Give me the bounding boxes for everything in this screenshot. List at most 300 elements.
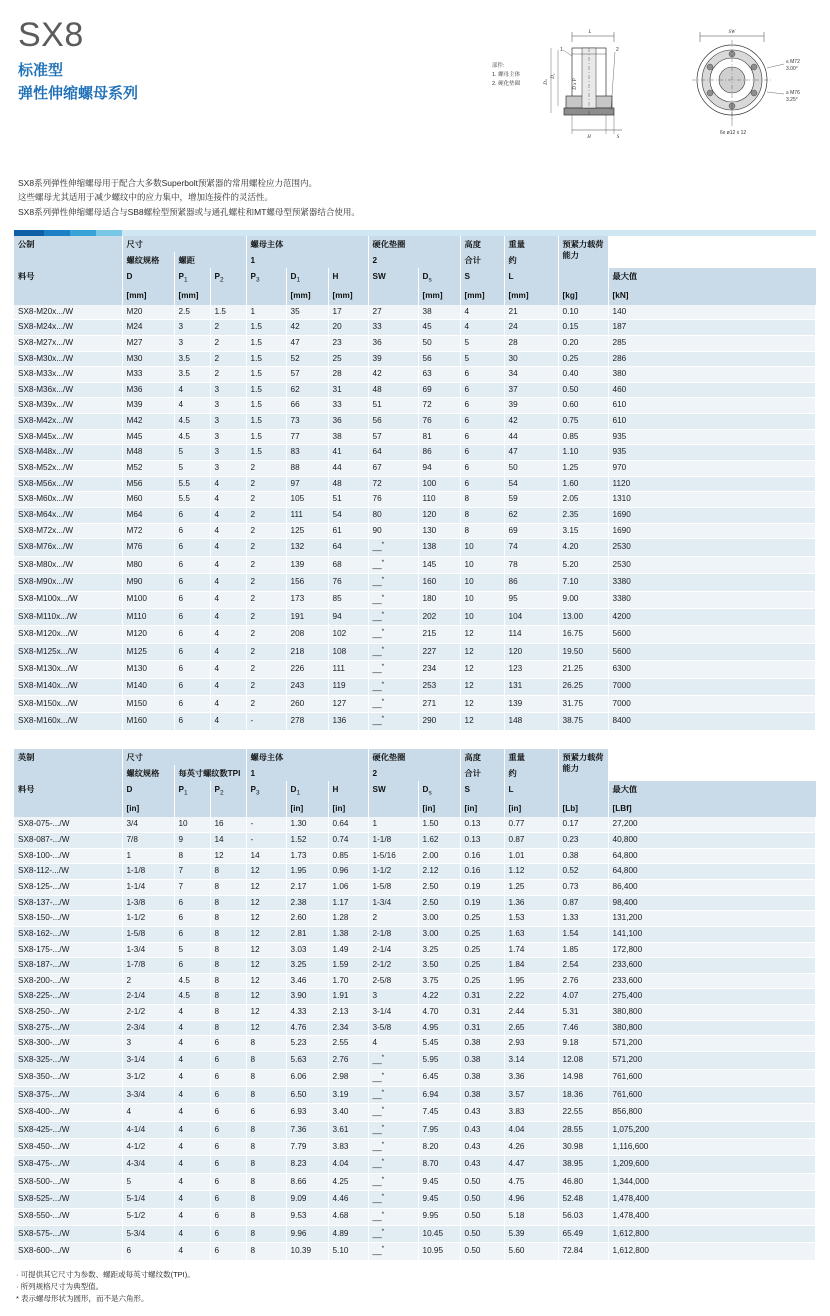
table-cell: 28 (328, 367, 368, 383)
table-cell: 5 (174, 461, 210, 477)
cell-part-number: SX8-187-.../W (14, 958, 122, 974)
table-cell: 610 (608, 414, 815, 430)
table-cell: 6 (210, 1121, 246, 1138)
table-cell: 2-5/8 (368, 973, 418, 989)
table-cell: 0.50 (460, 1208, 504, 1225)
table-cell: 23 (328, 335, 368, 351)
table-cell: 233,600 (608, 958, 815, 974)
table-cell: 148 (504, 713, 558, 730)
table-cell: 2.60 (286, 911, 328, 927)
th-imp-unit-D: [in] (122, 800, 174, 817)
table-row (14, 320, 816, 336)
table-cell: 1.5 (246, 398, 286, 414)
th-unit-H: [mm] (328, 287, 368, 304)
table-cell: 16.75 (558, 626, 608, 643)
table-cell: 28.55 (558, 1121, 608, 1138)
imp-header-row-units (14, 800, 816, 817)
table-cell: 1310 (608, 492, 815, 508)
table-cell: 18.36 (558, 1086, 608, 1103)
table-cell: 6 (174, 626, 210, 643)
table-cell: 7.45 (418, 1104, 460, 1121)
table-cell: 5.63 (286, 1052, 328, 1069)
table-cell: 86,400 (608, 879, 815, 895)
table-cell: 3.00 (418, 911, 460, 927)
table-cell: 7 (174, 879, 210, 895)
table-cell: 3-1/2 (122, 1069, 174, 1086)
table-cell: 2.22 (504, 989, 558, 1005)
table-cell: 1 (122, 848, 174, 864)
cell-part-number: SX8-375-.../W (14, 1086, 122, 1103)
table-cell: 0.96 (328, 864, 368, 880)
table-cell: 6 (210, 1052, 246, 1069)
table-cell: 275,400 (608, 989, 815, 1005)
table-cell: 1 (246, 305, 286, 320)
table-row (14, 1121, 816, 1138)
table-cell: 0.25 (460, 958, 504, 974)
th-unit-P3 (246, 287, 286, 304)
table-cell: 0.60 (558, 398, 608, 414)
table-cell: __* (368, 626, 418, 643)
table-cell: __* (368, 1173, 418, 1190)
table-cell: 52.48 (558, 1191, 608, 1208)
table-cell: 54 (328, 508, 368, 524)
th-size: 尺寸 (122, 236, 246, 252)
table-gap (14, 731, 816, 749)
table-cell: 35 (286, 305, 328, 320)
table-cell: M42 (122, 414, 174, 430)
table-cell: 5 (174, 445, 210, 461)
table-cell: 39 (504, 398, 558, 414)
table-cell: M110 (122, 608, 174, 625)
table-cell: 1.5 (246, 445, 286, 461)
table-cell: 3.36 (504, 1069, 558, 1086)
cell-part-number: SX8-M24x.../W (14, 320, 122, 336)
table-cell: 6 (174, 661, 210, 678)
table-cell: M80 (122, 556, 174, 573)
table-cell: 38.95 (558, 1156, 608, 1173)
table-cell: 2 (246, 476, 286, 492)
table-cell: 42 (368, 367, 418, 383)
table-cell: __* (368, 713, 418, 730)
th-nut-body: 螺母主体 (246, 236, 368, 252)
table-cell: M130 (122, 661, 174, 678)
color-bar-seg-1 (14, 230, 44, 236)
table-cell: 3.25 (286, 958, 328, 974)
table-row (14, 695, 816, 712)
th-sym-Ds: $D_s$ (418, 268, 460, 287)
table-cell: 3 (210, 461, 246, 477)
table-cell: 0.25 (460, 973, 504, 989)
table-cell: 12 (246, 989, 286, 1005)
th-imp-washer-index: 2 (368, 765, 460, 781)
table-cell: 160 (418, 574, 460, 591)
table-cell: 3.03 (286, 942, 328, 958)
table-cell: 1.74 (504, 942, 558, 958)
table-cell: 56 (418, 351, 460, 367)
svg-text:≥ M76: ≥ M76 (786, 90, 800, 96)
table-cell: 21 (504, 305, 558, 320)
table-cell: 42 (504, 414, 558, 430)
drawing-svg (492, 18, 812, 168)
table-cell: 761,600 (608, 1086, 815, 1103)
table-cell: 4 (174, 1005, 210, 1021)
th-units-imperial: 英制 (14, 749, 122, 765)
table-cell: 125 (286, 523, 328, 539)
table-cell: 460 (608, 382, 815, 398)
table-cell: 8.70 (418, 1156, 460, 1173)
table-cell: 62 (504, 508, 558, 524)
table-cell: 131 (504, 678, 558, 695)
th-max-value: 最大值 (608, 268, 815, 287)
table-cell: 2.65 (504, 1020, 558, 1036)
imp-header-row-1 (14, 749, 816, 765)
table-row (14, 973, 816, 989)
table-cell: 278 (286, 713, 328, 730)
cell-part-number: SX8-M130x.../W (14, 661, 122, 678)
table-cell: __* (368, 608, 418, 625)
table-cell: 1.12 (504, 864, 558, 880)
table-cell: 141,100 (608, 926, 815, 942)
cell-part-number: SX8-M160x.../W (14, 713, 122, 730)
table-row (14, 911, 816, 927)
table-cell: 0.25 (460, 926, 504, 942)
table-cell: 260 (286, 695, 328, 712)
table-cell: 4 (174, 1139, 210, 1156)
table-cell: 132 (286, 539, 328, 556)
svg-text:6x ø12 x 12: 6x ø12 x 12 (720, 130, 747, 136)
table-cell: 253 (418, 678, 460, 695)
th-blank-2 (558, 268, 608, 287)
table-cell: 0.25 (460, 911, 504, 927)
legend-title: 部件: (492, 63, 505, 69)
table-cell: __* (368, 1226, 418, 1243)
svg-text:SW: SW (728, 30, 736, 35)
table-cell: 6.06 (286, 1069, 328, 1086)
table-row (14, 864, 816, 880)
table-cell: 6 (210, 1086, 246, 1103)
table-cell: 571,200 (608, 1036, 815, 1052)
header-row-1 (14, 236, 816, 252)
table-cell: 1.73 (286, 848, 328, 864)
table-cell: 73 (286, 414, 328, 430)
svg-text:L: L (588, 30, 592, 35)
table-cell: 8 (246, 1036, 286, 1052)
table-cell: 4.70 (418, 1005, 460, 1021)
th-imp-unit-P1 (174, 800, 210, 817)
table-cell: 0.50 (460, 1173, 504, 1190)
table-cell: 0.43 (460, 1104, 504, 1121)
th-unit-SW (368, 287, 418, 304)
table-cell: 6 (210, 1243, 246, 1260)
table-cell: 4 (174, 1208, 210, 1225)
table-cell: 1.25 (504, 879, 558, 895)
table-cell: 6.50 (286, 1086, 328, 1103)
table-cell: 4 (174, 398, 210, 414)
table-row (14, 492, 816, 508)
table-cell: 31.75 (558, 695, 608, 712)
table-cell: 4 (210, 556, 246, 573)
table-cell: 3.90 (286, 989, 328, 1005)
cell-part-number: SX8-M100x.../W (14, 591, 122, 608)
table-cell: 1,478,400 (608, 1191, 815, 1208)
th-sym-H: H (328, 268, 368, 287)
table-cell: 42 (286, 320, 328, 336)
metric-table-body (14, 305, 816, 731)
table-row (14, 1104, 816, 1121)
table-cell: 9.45 (418, 1191, 460, 1208)
table-row (14, 942, 816, 958)
th-imp-sym-P1: $P_1$ (174, 781, 210, 800)
table-cell: 69 (504, 523, 558, 539)
table-cell: 2.12 (418, 864, 460, 880)
table-cell: 4.5 (174, 429, 210, 445)
table-cell: 50 (418, 335, 460, 351)
th-blank-1 (14, 252, 122, 268)
table-cell: M48 (122, 445, 174, 461)
table-cell: 0.50 (460, 1191, 504, 1208)
intro-line-3: SX8系列弹性伸缩螺母适合与SB8螺栓型预紧器或与通孔螺柱和MT螺母型预紧器结合使用。 (18, 206, 360, 217)
table-cell: 1.17 (328, 895, 368, 911)
table-cell: 3.83 (328, 1139, 368, 1156)
table-cell: 6 (210, 1139, 246, 1156)
table-cell: 102 (328, 626, 368, 643)
table-cell: M24 (122, 320, 174, 336)
table-cell: 33 (368, 320, 418, 336)
table-cell: 2.05 (558, 492, 608, 508)
table-cell: 6 (460, 367, 504, 383)
table-row (14, 574, 816, 591)
table-cell: 9.18 (558, 1036, 608, 1052)
th-washer-index: 2 (368, 252, 460, 268)
table-cell: 8 (210, 895, 246, 911)
table-cell: 120 (418, 508, 460, 524)
table-cell: 0.38 (460, 1052, 504, 1069)
table-cell: 80 (368, 508, 418, 524)
table-cell: 119 (328, 678, 368, 695)
table-row (14, 989, 816, 1005)
table-cell: 1,116,600 (608, 1139, 815, 1156)
table-cell: 85 (328, 591, 368, 608)
table-cell: 0.17 (558, 817, 608, 832)
table-cell: 4 (210, 608, 246, 625)
table-cell: 2 (246, 556, 286, 573)
subtitle-line-1: 标准型 (18, 62, 64, 79)
table-cell: 1-1/4 (122, 879, 174, 895)
table-cell: 3 (210, 414, 246, 430)
table-row (14, 879, 816, 895)
table-cell: M125 (122, 643, 174, 660)
table-cell: - (246, 817, 286, 832)
th-unit-D1: [mm] (286, 287, 328, 304)
table-row (14, 643, 816, 660)
table-cell: 64,800 (608, 848, 815, 864)
table-cell: 8 (210, 864, 246, 880)
table-cell: M56 (122, 476, 174, 492)
table-cell: 4200 (608, 608, 815, 625)
table-cell: 202 (418, 608, 460, 625)
table-cell: __* (368, 643, 418, 660)
table-cell: 62 (286, 382, 328, 398)
table-cell: 0.50 (558, 382, 608, 398)
table-cell: __* (368, 678, 418, 695)
table-cell: 8 (210, 926, 246, 942)
table-cell: 12 (460, 661, 504, 678)
table-cell: 37 (504, 382, 558, 398)
table-cell: 2-1/8 (368, 926, 418, 942)
table-cell: 2.00 (418, 848, 460, 864)
table-cell: 2 (210, 367, 246, 383)
table-cell: 41 (328, 445, 368, 461)
cell-part-number: SX8-M56x.../W (14, 476, 122, 492)
cell-part-number: SX8-350-.../W (14, 1069, 122, 1086)
th-sym-SW: SW (368, 268, 418, 287)
th-unit-blank (14, 287, 122, 304)
table-cell: 4.04 (328, 1156, 368, 1173)
table-cell: 7000 (608, 695, 815, 712)
table-cell: 12 (210, 848, 246, 864)
cell-part-number: SX8-M110x.../W (14, 608, 122, 625)
table-row (14, 508, 816, 524)
table-cell: 6 (174, 539, 210, 556)
table-cell: 3-5/8 (368, 1020, 418, 1036)
table-cell: 7.36 (286, 1121, 328, 1138)
table-cell: 2 (246, 661, 286, 678)
table-cell: 1.5 (246, 429, 286, 445)
table-cell: 9 (174, 832, 210, 848)
table-cell: 1.54 (558, 926, 608, 942)
technical-drawing (492, 18, 812, 163)
table-cell: 6 (460, 398, 504, 414)
table-cell: 1.85 (558, 942, 608, 958)
th-imp-total: 合计 (460, 765, 504, 781)
table-cell: 935 (608, 429, 815, 445)
table-cell: 97 (286, 476, 328, 492)
table-cell: 4.47 (504, 1156, 558, 1173)
th-sym-D: D (122, 268, 174, 287)
table-cell: 7.46 (558, 1020, 608, 1036)
table-cell: 12 (246, 864, 286, 880)
table-cell: 64 (368, 445, 418, 461)
table-row (14, 351, 816, 367)
table-cell: 6 (246, 1104, 286, 1121)
table-cell: 4 (460, 320, 504, 336)
table-cell: __* (368, 1086, 418, 1103)
table-cell: 2.44 (504, 1005, 558, 1021)
table-cell: 1-1/2 (368, 864, 418, 880)
table-row (14, 608, 816, 625)
page-header (14, 18, 816, 163)
table-cell: 8 (246, 1052, 286, 1069)
table-cell: 3380 (608, 574, 815, 591)
table-cell: 56 (368, 414, 418, 430)
table-row (14, 1173, 816, 1190)
table-cell: 123 (504, 661, 558, 678)
table-cell: 1.5 (246, 414, 286, 430)
th-sym-D1: $D_1$ (286, 268, 328, 287)
table-cell: 48 (328, 476, 368, 492)
table-cell: 38 (328, 429, 368, 445)
th-units-metric: 公制 (14, 236, 122, 252)
table-cell: 12 (460, 695, 504, 712)
table-cell: 6 (210, 1226, 246, 1243)
table-cell: __* (368, 556, 418, 573)
th-imp-unit-blank (14, 800, 122, 817)
table-cell: 187 (608, 320, 815, 336)
footnote-2: · 所列规格尺寸为典型值。 (16, 1282, 104, 1292)
cell-part-number: SX8-425-.../W (14, 1121, 122, 1138)
table-cell: 0.23 (558, 832, 608, 848)
table-cell: 8 (246, 1086, 286, 1103)
table-cell: 2-1/2 (122, 1005, 174, 1021)
table-cell: 1.36 (504, 895, 558, 911)
th-unit-load: [kN] (608, 287, 815, 304)
table-cell: 4 (174, 1036, 210, 1052)
table-cell: 5 (460, 335, 504, 351)
table-cell: 86 (418, 445, 460, 461)
table-cell: 12 (246, 879, 286, 895)
table-cell: 5 (122, 1173, 174, 1190)
table-row (14, 476, 816, 492)
table-row (14, 1052, 816, 1069)
table-row (14, 591, 816, 608)
table-cell: 6 (174, 508, 210, 524)
table-cell: 3 (210, 445, 246, 461)
table-cell: 20 (328, 320, 368, 336)
table-cell: 6 (174, 895, 210, 911)
table-cell: __* (368, 661, 418, 678)
table-cell: 120 (504, 643, 558, 660)
table-cell: 1.95 (286, 864, 328, 880)
table-cell: 12 (246, 973, 286, 989)
table-cell: 6 (174, 591, 210, 608)
table-cell: __* (368, 574, 418, 591)
table-cell: 6.45 (418, 1069, 460, 1086)
table-cell: 6 (210, 1156, 246, 1173)
table-row (14, 305, 816, 320)
table-cell: 77 (286, 429, 328, 445)
table-cell: 6 (210, 1069, 246, 1086)
th-imp-sym-P2: $P_2$ (210, 781, 246, 800)
table-cell: 47 (504, 445, 558, 461)
table-cell: 2-1/4 (368, 942, 418, 958)
table-cell: 610 (608, 398, 815, 414)
table-cell: 0.52 (558, 864, 608, 880)
table-cell: __* (368, 1104, 418, 1121)
table-cell: 4.68 (328, 1208, 368, 1225)
table-cell: 1.60 (558, 476, 608, 492)
table-row (14, 713, 816, 730)
th-pitch: 螺距 (174, 252, 246, 268)
cell-part-number: SX8-M125x.../W (14, 643, 122, 660)
table-cell: 4 (368, 1036, 418, 1052)
table-cell: 39 (368, 351, 418, 367)
th-unit-P2 (210, 287, 246, 304)
table-cell: 1.5 (210, 305, 246, 320)
table-cell: __* (368, 591, 418, 608)
table-cell: 10 (460, 556, 504, 573)
table-cell: 3.46 (286, 973, 328, 989)
table-cell: 5600 (608, 643, 815, 660)
table-cell: 81 (418, 429, 460, 445)
table-cell: 8 (174, 848, 210, 864)
table-cell: 172,800 (608, 942, 815, 958)
table-cell: 94 (418, 461, 460, 477)
table-cell: - (246, 713, 286, 730)
table-row (14, 445, 816, 461)
cell-part-number: SX8-M64x.../W (14, 508, 122, 524)
svg-text:≤ M72: ≤ M72 (786, 59, 800, 65)
table-cell: 5-3/4 (122, 1226, 174, 1243)
